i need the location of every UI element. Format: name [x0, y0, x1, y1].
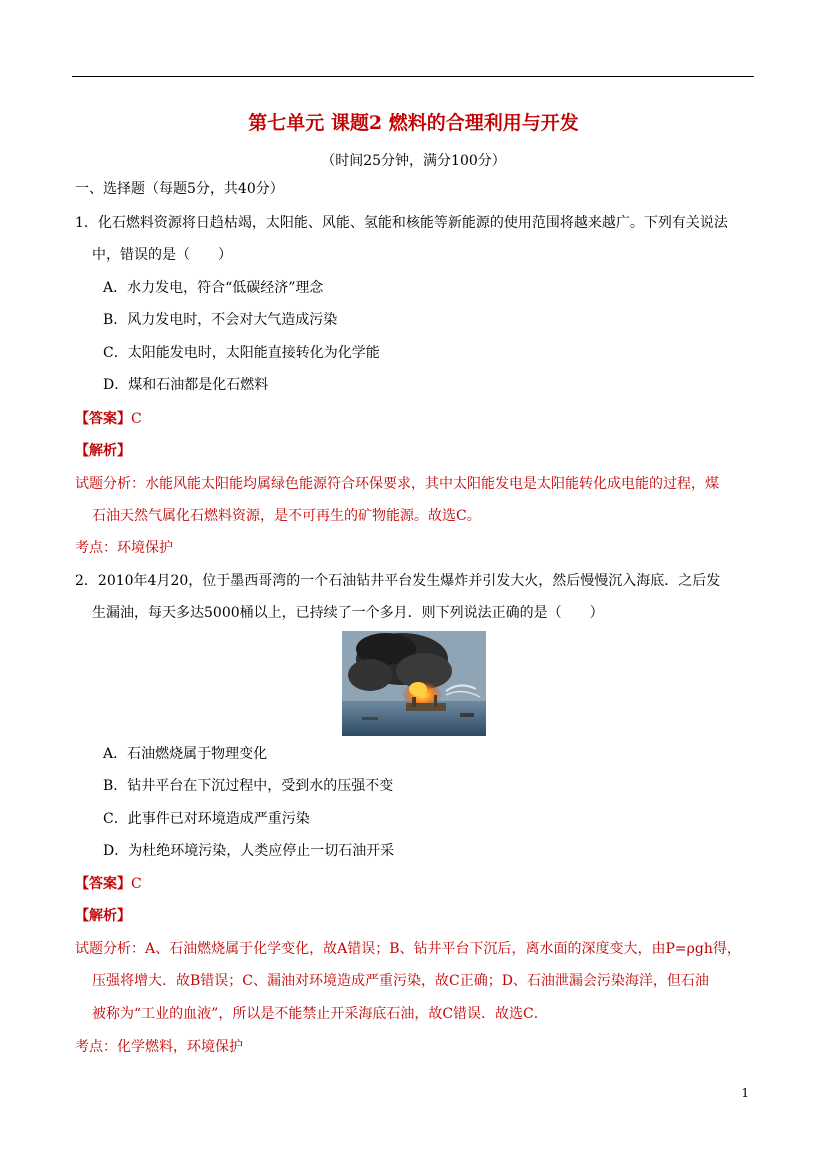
q2-option-a: A．石油燃烧属于物理变化	[103, 746, 268, 762]
q1-answer-label: 【答案】	[75, 411, 131, 427]
q1-stem-line2: 中，错误的是（ ）	[92, 247, 232, 263]
q1-analysis-label: 【解析】	[75, 443, 131, 459]
q2-analysis-line3: 被称为“工业的血液”，所以是不能禁止开采海底石油，故C错误．故选C．	[92, 1006, 548, 1022]
q2-analysis-line2: 压强将增大．故B错误；C、漏油对环境造成严重污染，故C正确；D、石油泄漏会污染海洋，但石油	[92, 973, 709, 989]
q2-stem-line1: 2．2010年4月20，位于墨西哥湾的一个石油钻井平台发生爆炸并引发大火，然后慢慢沉入海底．之后发	[75, 573, 721, 589]
q2-answer-value: C	[131, 876, 142, 892]
q1-option-a: A．水力发电，符合“低碳经济”理念	[103, 280, 324, 296]
oil-rig-fire-photo	[342, 631, 486, 736]
q1-option-c: C．太阳能发电时，太阳能直接转化为化学能	[103, 345, 380, 361]
q2-analysis-line1: 试题分析：A、石油燃烧属于化学变化，故A错误；B、钻井平台下沉后，离水面的深度变大，由P=ρgh得，	[75, 941, 741, 957]
q1-answer-value: C	[131, 411, 142, 427]
header-rule	[72, 76, 754, 77]
q1-answer	[75, 409, 142, 429]
q2-answer-label: 【答案】	[75, 876, 131, 892]
q2-analysis-label: 【解析】	[75, 908, 131, 924]
q2-topic: 考点：化学燃料，环境保护	[75, 1039, 243, 1055]
q1-analysis-line2: 石油天然气属化石燃料资源，是不可再生的矿物能源。故选C。	[92, 508, 481, 524]
q1-stem-line1: 1．化石燃料资源将日趋枯竭，太阳能、风能、氢能和核能等新能源的使用范围将越来越广。下列有关说法	[75, 215, 728, 231]
q1-analysis-line1: 试题分析：水能风能太阳能均属绿色能源符合环保要求，其中太阳能发电是太阳能转化成电能的过程，煤	[75, 476, 719, 492]
section-heading: 一、选择题（每题5分，共40分）	[75, 181, 284, 197]
q2-stem-line2: 生漏油，每天多达5000桶以上，已持续了一个多月．则下列说法正确的是（ ）	[92, 605, 604, 621]
q2-answer	[75, 874, 142, 894]
page-title: 第七单元 课题2 燃料的合理利用与开发	[248, 112, 579, 134]
q2-option-d: D．为杜绝环境污染，人类应停止一切石油开采	[103, 843, 395, 859]
page-number: 1	[741, 1086, 749, 1100]
q1-option-b: B．风力发电时，不会对大气造成污染	[103, 312, 338, 328]
q1-topic: 考点：环境保护	[75, 540, 173, 556]
q1-option-d: D．煤和石油都是化石燃料	[103, 377, 269, 393]
q2-option-b: B．钻井平台在下沉过程中，受到水的压强不变	[103, 778, 394, 794]
q2-option-c: C．此事件已对环境造成严重污染	[103, 811, 310, 827]
page-subtitle: （时间25分钟，满分100分）	[321, 153, 506, 169]
